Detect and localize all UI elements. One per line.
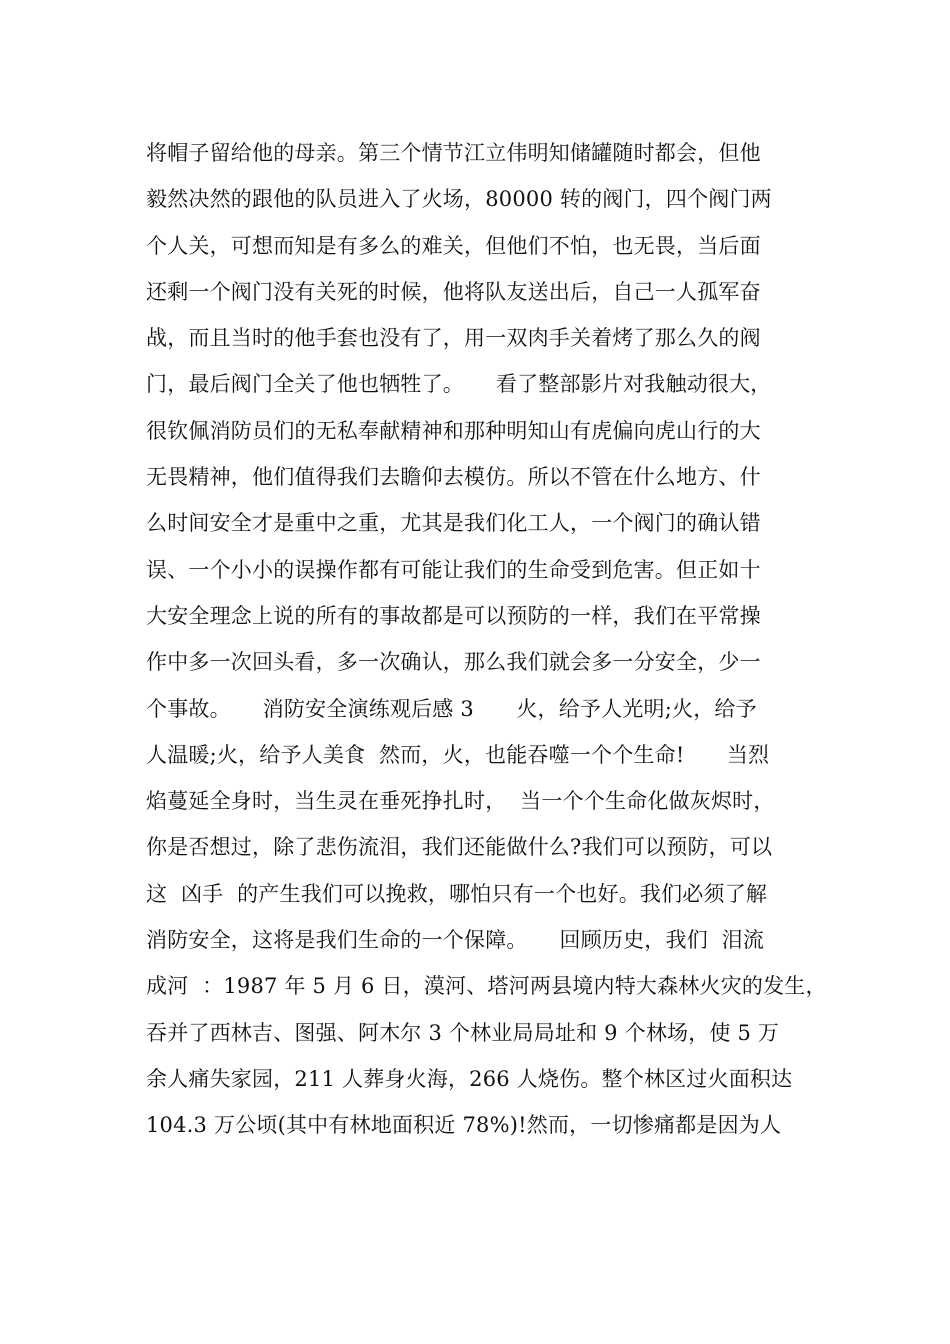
text-line: 你是否想过，除了悲伤流泪，我们还能做什么?我们可以预防，可以 [146,835,773,860]
text-line: 作中多一次回头看，多一次确认，那么我们就会多一分安全，少一 [146,650,761,675]
text-line: 还剩一个阀门没有关死的时候，他将队友送出后，自己一人孤军奋 [146,279,761,304]
text-line: 成河 ：1987 年 5 月 6 日，漠河、塔河两县境内特大森林火灾的发生， [146,974,827,999]
text-line: 么时间安全才是重中之重，尤其是我们化工人，一个阀门的确认错 [146,511,761,536]
text-line: 余人痛失家园，211 人葬身火海，266 人烧伤。整个林区过火面积达 [146,1066,793,1091]
text-line: 个人关，可想而知是有多么的难关，但他们不怕，也无畏，当后面 [146,233,761,258]
text-line: 毅然决然的跟他的队员进入了火场，80000 转的阀门，四个阀门两 [146,187,772,212]
text-line: 门，最后阀门全关了他也牺牲了。 看了整部影片对我触动很大， [146,372,772,397]
text-line: 大安全理念上说的所有的事故都是可以预防的一样，我们在平常操 [146,603,761,628]
text-line: 误、一个小小的误操作都有可能让我们的生命受到危害。但正如十 [146,557,761,582]
article-body [146,130,836,1149]
text-line: 吞并了西林吉、图强、阿木尔 3 个林业局局址和 9 个林场，使 5 万 [146,1020,780,1045]
text-line: 消防安全，这将是我们生命的一个保障。 回顾历史，我们 泪流 [146,928,765,953]
text-line: 将帽子留给他的母亲。第三个情节江立伟明知储罐随时都会，但他 [146,141,761,165]
text-line: 战，而且当时的他手套也没有了，用一双肉手关着烤了那么久的阀 [146,326,761,351]
text-line: 焰蔓延全身时，当生灵在垂死挣扎时， 当一个个生命化做灰烬时， [146,789,775,814]
text-line: 104.3 万公顷(其中有林地面积近 78%)!然而，一切惨痛都是因为人 [146,1113,782,1138]
text-line: 无畏精神，他们值得我们去瞻仰去模仿。所以不管在什么地方、什 [146,465,761,490]
text-line: 这 凶手 的产生我们可以挽救，哪怕只有一个也好。我们必须了解 [146,881,768,906]
text-line: 人温暖;火，给予人美食 然而，火，也能吞噬一个个生命! 当烈 [146,742,770,767]
text-line: 很钦佩消防员们的无私奉献精神和那种明知山有虎偏向虎山行的大 [146,418,761,443]
text-line: 个事故。 消防安全演练观后感 3 火，给予人光明;火，给予 [146,696,757,721]
